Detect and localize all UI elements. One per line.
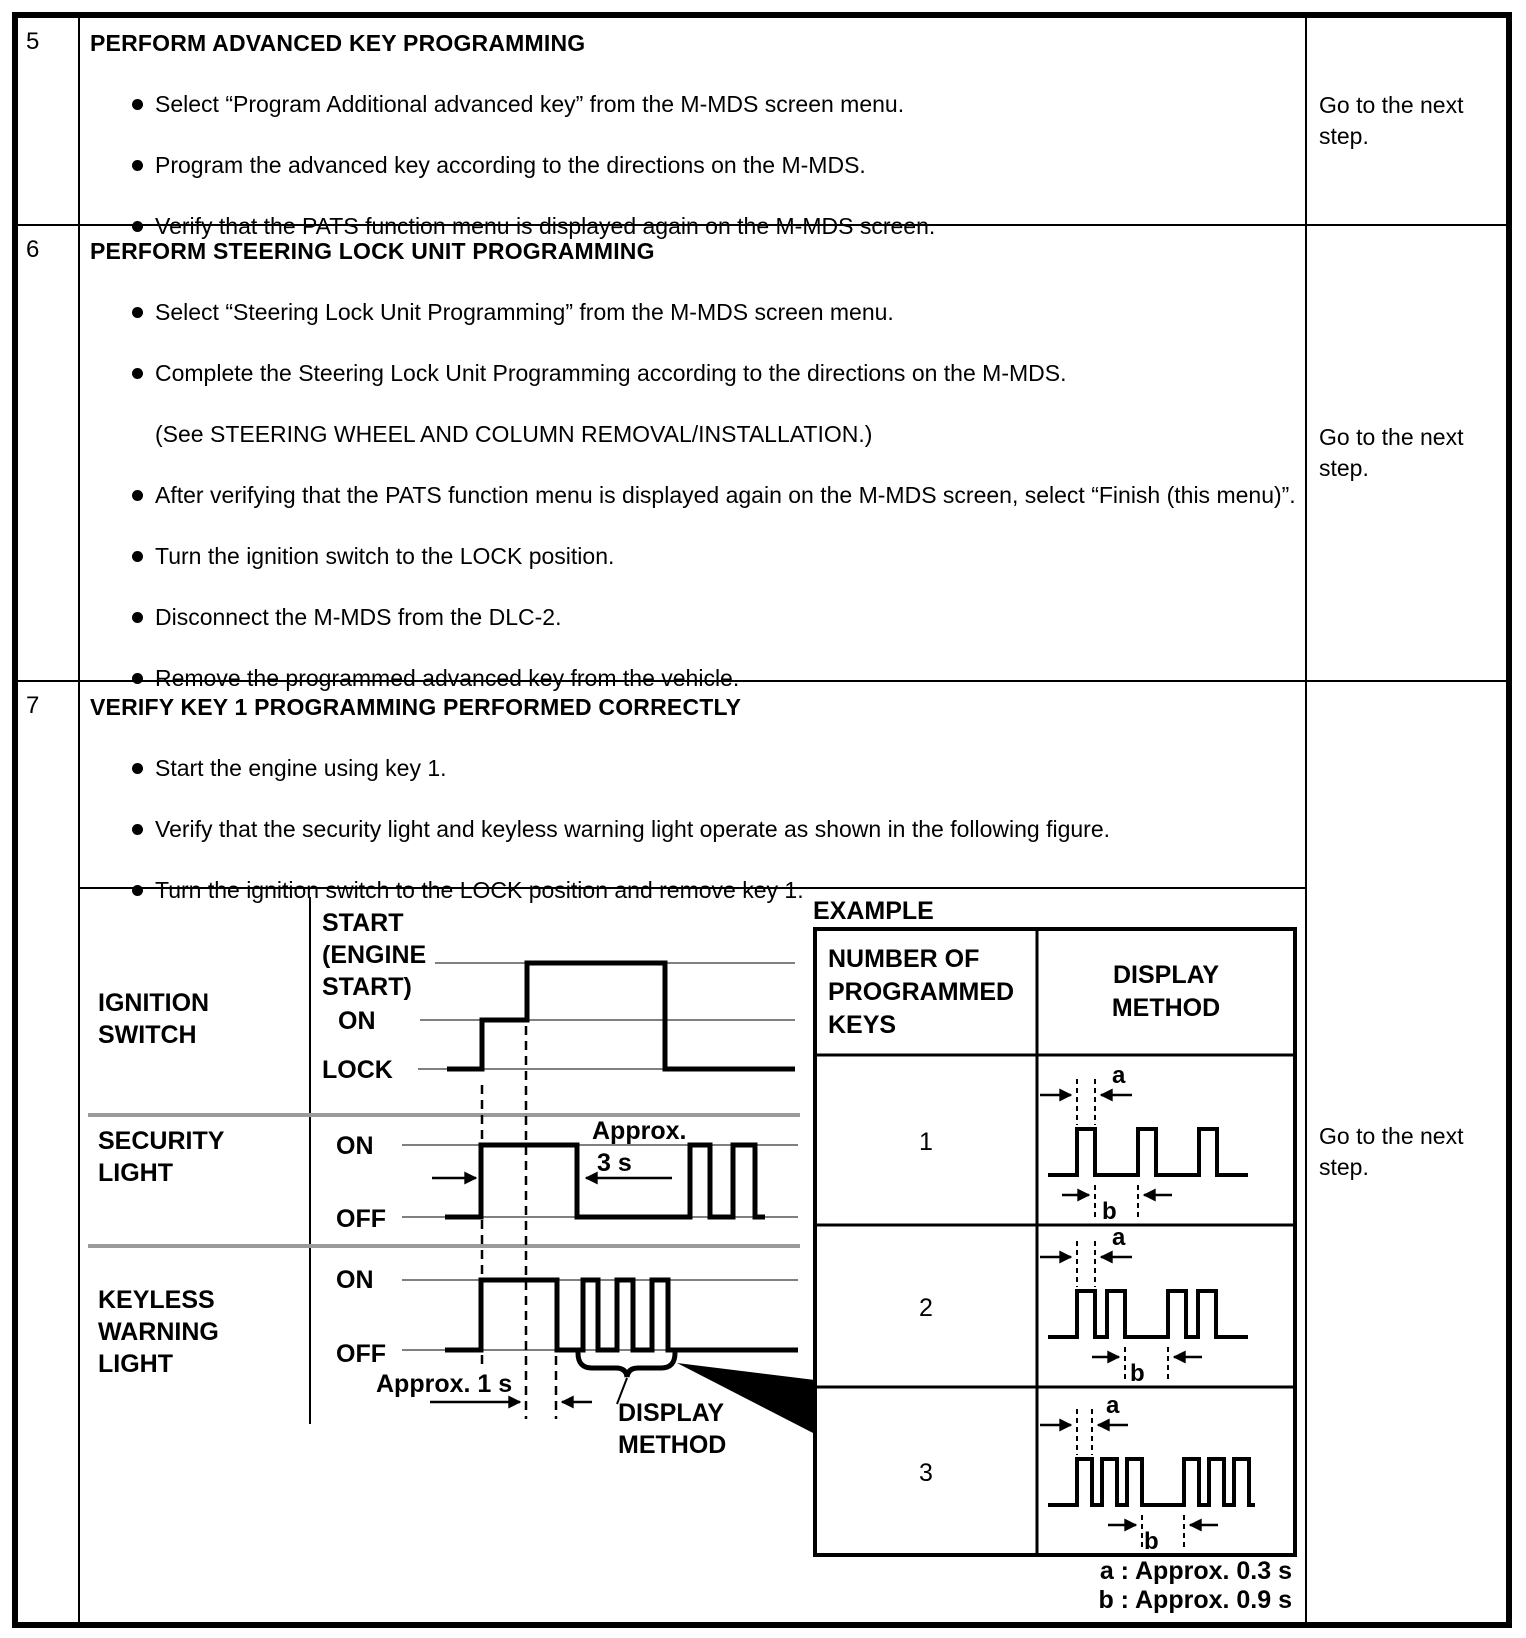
label-line: (ENGINE bbox=[322, 941, 427, 969]
example-waveform-2keys bbox=[1048, 1291, 1248, 1337]
label-line: PROGRAMMED bbox=[828, 978, 1015, 1006]
step-action-5 bbox=[1305, 18, 1506, 224]
dim-arrows-row2 bbox=[1040, 1257, 1202, 1357]
bullet-item: Complete the Steering Lock Unit Programming according to the directions on the M-MDS. bbox=[90, 358, 1305, 389]
dim-a-label: a bbox=[1112, 1062, 1126, 1089]
action-text: Go to the next step. bbox=[1319, 424, 1464, 481]
security-light-label bbox=[98, 1125, 224, 1189]
bullet-item: Turn the ignition switch to the LOCK position. bbox=[90, 541, 1305, 572]
label-line: DISPLAY bbox=[618, 1399, 725, 1427]
example-waveform-1key bbox=[1048, 1129, 1248, 1175]
legend-line-a: a : Approx. 0.3 s bbox=[1099, 1557, 1292, 1585]
label-line: METHOD bbox=[1111, 994, 1221, 1022]
step-content-5 bbox=[80, 18, 1305, 239]
bullet-item: After verifying that the PATS function menu is displayed again on the M-MDS screen, select “Finish (this menu)”. bbox=[90, 480, 1305, 511]
label-line: WARNING bbox=[98, 1318, 219, 1346]
bullet-item: Turn the ignition switch to the LOCK position and remove key 1. bbox=[90, 875, 1305, 906]
step-content-7 bbox=[80, 680, 1305, 1622]
example-col2-header bbox=[1040, 959, 1292, 1025]
label-line: Approx. bbox=[592, 1117, 687, 1145]
step-action-7 bbox=[1305, 680, 1506, 1622]
step-number-6 bbox=[18, 224, 80, 680]
step-number-7 bbox=[18, 680, 80, 1622]
display-method-brace bbox=[578, 1353, 675, 1377]
keyless-warning-light-label bbox=[98, 1284, 219, 1380]
bullet-item: Disconnect the M-MDS from the DLC-2. bbox=[90, 602, 1305, 633]
bullet-item: Select “Steering Lock Unit Programming” from the M-MDS screen menu. bbox=[90, 297, 1305, 328]
label-line: METHOD bbox=[618, 1431, 727, 1459]
keyless-off-label: OFF bbox=[336, 1340, 386, 1368]
dim-a-label: a bbox=[1112, 1224, 1126, 1251]
level-start-label bbox=[322, 907, 426, 1003]
security-off-label: OFF bbox=[336, 1205, 386, 1233]
dim-ticks-row2 bbox=[1077, 1241, 1168, 1381]
example-keys-3: 3 bbox=[919, 1459, 933, 1487]
step-number-text: 6 bbox=[26, 236, 40, 263]
bullet-item: Select “Program Additional advanced key” from the M-MDS screen menu. bbox=[90, 89, 1305, 120]
dim-b-label: b bbox=[1130, 1360, 1145, 1387]
keyless-waveform bbox=[445, 1280, 798, 1350]
step-action-6 bbox=[1305, 224, 1506, 680]
approx-3s-annotation bbox=[592, 1115, 686, 1179]
bullet-list bbox=[90, 89, 1305, 242]
label-line: DISPLAY bbox=[1112, 961, 1220, 989]
label-line: 3 s bbox=[597, 1149, 632, 1177]
example-col1-header bbox=[828, 943, 1014, 1042]
step-title: PERFORM ADVANCED KEY PROGRAMMING bbox=[90, 30, 586, 56]
bullet-item: Program the advanced key according to the directions on the M-MDS. bbox=[90, 150, 1305, 181]
dashed-reference-lines bbox=[482, 981, 556, 1419]
dim-a-label: a bbox=[1106, 1392, 1120, 1419]
label-line: START bbox=[322, 909, 404, 937]
bullet-list bbox=[90, 297, 1305, 694]
action-text: Go to the next step. bbox=[1319, 92, 1464, 149]
level-lock-label: LOCK bbox=[322, 1056, 393, 1084]
bullet-item: Verify that the PATS function menu is displayed again on the M-MDS screen. bbox=[90, 211, 1305, 242]
legend-line-b: b : Approx. 0.9 s bbox=[1098, 1586, 1292, 1614]
label-line: LIGHT bbox=[98, 1350, 173, 1378]
security-on-label: ON bbox=[336, 1132, 374, 1160]
display-method-callout-label bbox=[618, 1397, 726, 1461]
label-line: SWITCH bbox=[98, 1021, 197, 1049]
dim-b-label: b bbox=[1144, 1528, 1159, 1555]
step-number-text: 7 bbox=[26, 692, 40, 719]
label-line: SECURITY bbox=[98, 1127, 225, 1155]
keyless-on-label: ON bbox=[336, 1266, 374, 1294]
step-content-6 bbox=[80, 224, 1305, 691]
step-number-text: 5 bbox=[26, 28, 40, 55]
action-text: Go to the next step. bbox=[1319, 1123, 1464, 1180]
label-line: LIGHT bbox=[98, 1159, 173, 1187]
bullet-item: Remove the programmed advanced key from the vehicle. bbox=[90, 663, 1305, 694]
example-waveform-3keys bbox=[1048, 1459, 1255, 1505]
example-legend bbox=[1010, 1557, 1292, 1615]
bullet-note: (See STEERING WHEEL AND COLUMN REMOVAL/INSTALLATION.) bbox=[155, 421, 873, 447]
ignition-waveform bbox=[447, 963, 795, 1069]
label-line: START) bbox=[322, 973, 412, 1001]
step-title: VERIFY KEY 1 PROGRAMMING PERFORMED CORRECTLY bbox=[90, 694, 742, 720]
dim-b-label: b bbox=[1102, 1198, 1117, 1225]
ignition-switch-label bbox=[98, 987, 209, 1051]
label-line: KEYS bbox=[828, 1011, 897, 1039]
procedure-table bbox=[12, 12, 1512, 1628]
bullet-item: Verify that the security light and keyless warning light operate as shown in the following figure. bbox=[90, 814, 1305, 845]
label-line: KEYLESS bbox=[98, 1286, 215, 1314]
label-line: IGNITION bbox=[98, 989, 210, 1017]
dim-arrows-row1 bbox=[1040, 1095, 1172, 1195]
label-line: NUMBER OF bbox=[828, 945, 980, 973]
bullet-item: Start the engine using key 1. bbox=[90, 753, 1305, 784]
step-number-5 bbox=[18, 18, 80, 224]
timing-figure bbox=[80, 887, 1305, 1622]
approx-1s-annotation: Approx. 1 s bbox=[376, 1370, 513, 1398]
level-on-label: ON bbox=[338, 1007, 376, 1035]
bullet-list bbox=[90, 753, 1305, 906]
step-title: PERFORM STEERING LOCK UNIT PROGRAMMING bbox=[90, 238, 655, 264]
example-keys-2: 2 bbox=[919, 1294, 933, 1322]
example-table-title: EXAMPLE bbox=[813, 897, 934, 925]
example-keys-1: 1 bbox=[919, 1128, 933, 1156]
